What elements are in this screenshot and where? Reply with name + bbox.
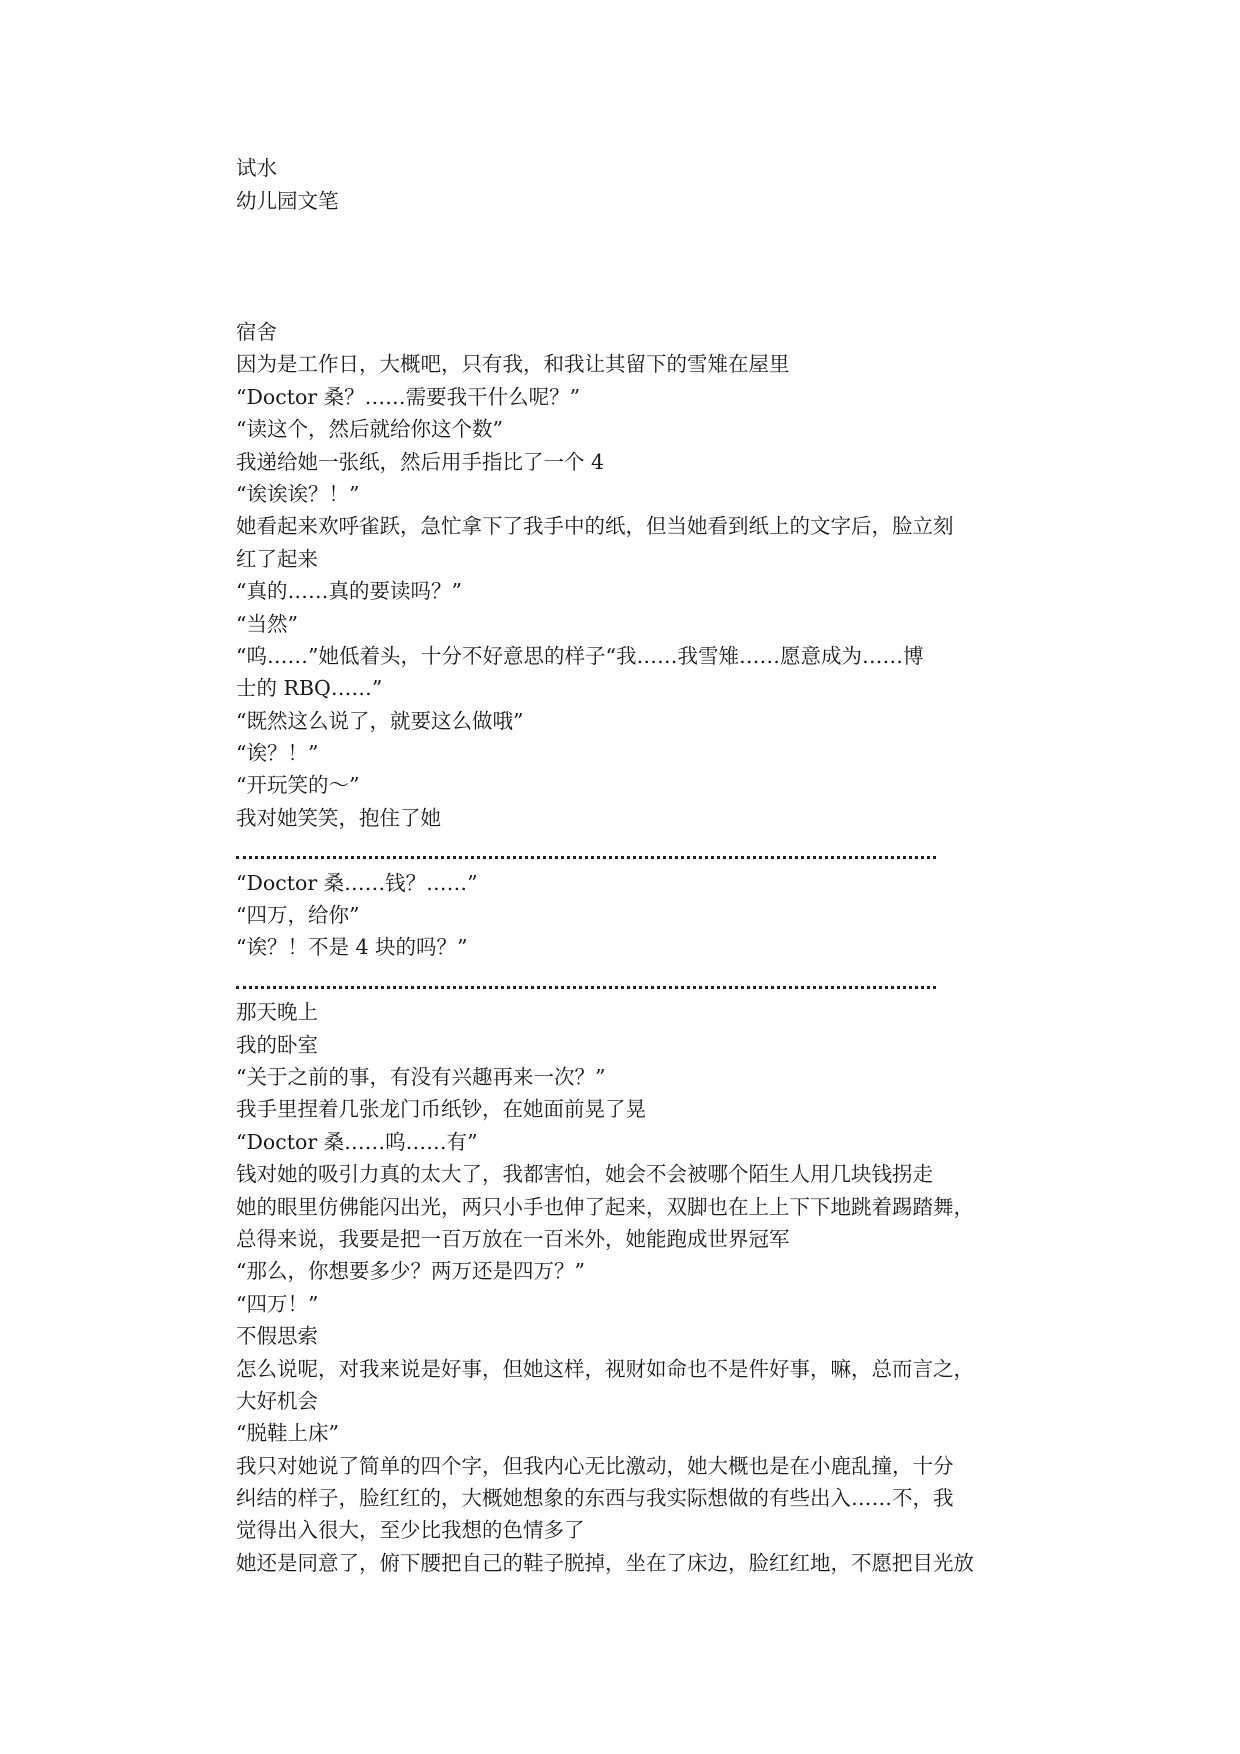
text-line: “开玩笑的～” — [236, 773, 360, 798]
text-line: “读这个，然后就给你这个数” — [236, 417, 503, 442]
text-line: “脱鞋上床” — [236, 1421, 339, 1446]
text-line: 红了起来 — [236, 546, 318, 571]
text-line: “四万！” — [236, 1291, 319, 1316]
document-author: 幼儿园文笔 — [236, 189, 339, 213]
text-line: 大好机会 — [236, 1388, 318, 1413]
text-line: 怎么说呢，对我来说是好事，但她这样，视财如命也不是件好事，嘛，总而言之， — [236, 1356, 974, 1381]
text-line: “既然这么说了，就要这么做哦” — [236, 708, 524, 733]
text-line: “Doctor 桑……钱？……” — [236, 870, 478, 895]
text-line: “Doctor 桑？……需要我干什么呢？” — [236, 384, 581, 409]
text-line: “诶诶诶？！” — [236, 481, 360, 506]
text-line: 钱对她的吸引力真的太大了，我都害怕，她会不会被哪个陌生人用几块钱拐走 — [236, 1162, 933, 1187]
text-line: 宿舍 — [236, 320, 277, 344]
text-line: 因为是工作日，大概吧，只有我，和我让其留下的雪雉在屋里 — [236, 352, 790, 377]
text-line: “Doctor 桑……呜……有” — [236, 1129, 478, 1154]
document-body — [236, 316, 1011, 1579]
text-line: “四万，给你” — [236, 903, 360, 928]
text-line: “呜……”她低着头，十分不好意思的样子“我……我雪雉……愿意成为……博 — [236, 643, 924, 668]
text-line: “诶？！不是 4 块的吗？” — [236, 935, 468, 960]
dotted-separator — [236, 964, 1011, 996]
text-line: 我递给她一张纸，然后用手指比了一个 4 — [236, 449, 605, 474]
text-line: 她看起来欢呼雀跃，急忙拿下了我手中的纸，但当她看到纸上的文字后，脸立刻 — [236, 514, 954, 539]
text-line: 不假思索 — [236, 1324, 318, 1349]
text-line: 我对她笑笑，抱住了她 — [236, 805, 441, 830]
text-line: “那么，你想要多少？两万还是四万？” — [236, 1259, 585, 1284]
dotted-separator — [236, 834, 1011, 866]
text-line: “当然” — [236, 611, 298, 636]
text-line: 纠结的样子，脸红红的，大概她想象的东西与我实际想做的有些出入……不，我 — [236, 1486, 954, 1511]
text-line: 我的卧室 — [236, 1032, 318, 1057]
document-header — [236, 152, 339, 218]
text-line: “诶？！” — [236, 741, 319, 766]
text-line: 那天晚上 — [236, 1000, 318, 1025]
text-line: 总得来说，我要是把一百万放在一百米外，她能跑成世界冠军 — [236, 1226, 790, 1251]
text-line: “关于之前的事，有没有兴趣再来一次？” — [236, 1064, 606, 1089]
text-line: 我手里捏着几张龙门币纸钞，在她面前晃了晃 — [236, 1097, 646, 1122]
text-line: 她的眼里仿佛能闪出光，两只小手也伸了起来，双脚也在上上下下地跳着踢踏舞， — [236, 1194, 974, 1219]
text-line: 她还是同意了，俯下腰把自己的鞋子脱掉，坐在了床边，脸红红地，不愿把目光放 — [236, 1550, 974, 1575]
text-line: 觉得出入很大，至少比我想的色情多了 — [236, 1518, 585, 1543]
text-line: 我只对她说了简单的四个字，但我内心无比激动，她大概也是在小鹿乱撞，十分 — [236, 1453, 954, 1478]
text-line: 士的 RBQ……” — [236, 676, 383, 701]
document-title: 试水 — [236, 156, 277, 180]
text-line: “真的……真的要读吗？” — [236, 579, 462, 604]
